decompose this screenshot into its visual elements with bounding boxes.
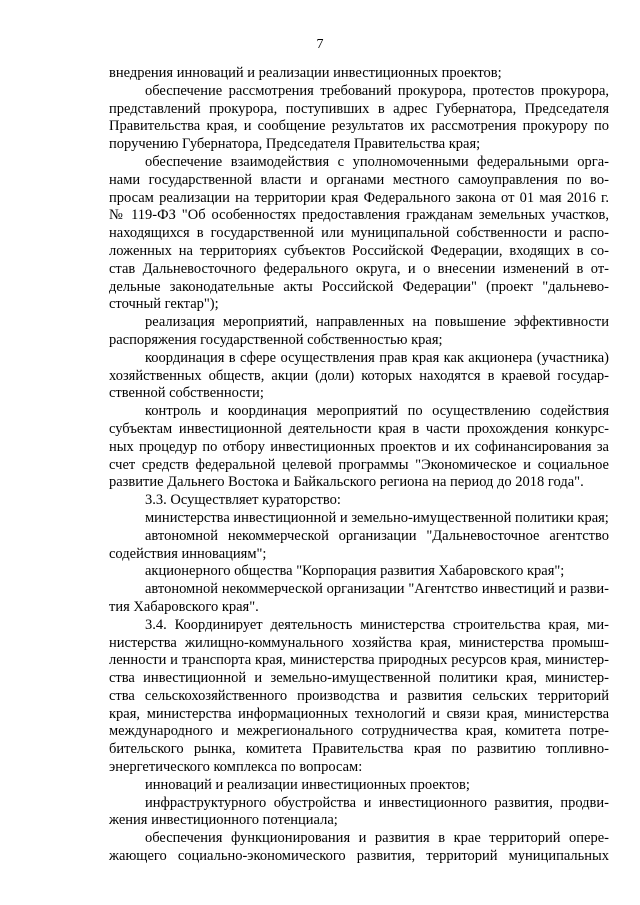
text-line: ложенных на территориях субъектов Российской Федерации, входящих в со- — [109, 242, 609, 259]
text-line: сточный гектар"); — [109, 296, 219, 313]
text-line: распоряжения государственной собственностью края; — [109, 331, 443, 348]
text-line: министерства инвестиционной и земельно-имущественной политики края; — [145, 509, 609, 526]
text-line: реализация мероприятий, направленных на повышение эффективности — [145, 314, 609, 331]
text-line: развитие Дальнего Востока и Байкальского региона на период до 2018 года". — [109, 474, 584, 491]
text-line: нистерства жилищно-коммунального хозяйства края, министерства промыш- — [109, 634, 609, 651]
text-line: бительского рынка, комитета Правительства края по развитию топливно- — [109, 741, 609, 758]
text-line: 3.3. Осуществляет кураторство: — [145, 492, 341, 509]
text-line: координация в сфере осуществления прав края как акционера (участника) — [145, 349, 609, 366]
text-line: просам реализации на территории края Федерального закона от 01 мая 2016 г. — [109, 189, 609, 206]
text-line: ства сельскохозяйственного производства и развития сельских территорий — [109, 687, 609, 704]
text-line: жающего социально-экономического развития, территорий муниципальных — [109, 848, 609, 865]
text-line: энергетического комплекса по вопросам: — [109, 759, 363, 776]
text-line: содействия инновациям"; — [109, 545, 267, 562]
text-line: Правительства края, и сообщение результатов их рассмотрения прокурору по — [109, 118, 609, 135]
text-line: акционерного общества "Корпорация развития Хабаровского края"; — [145, 563, 565, 580]
text-line: ных процедур по отбору инвестиционных проектов и их софинансирования за — [109, 438, 609, 455]
text-line: хозяйственных обществ, акции (доли) которых находятся в краевой государ- — [109, 367, 609, 384]
text-line: автономной некоммерческой организации "Агентство инвестиций и разви- — [145, 581, 609, 598]
document-body — [109, 65, 609, 866]
text-line: счет средств федеральной целевой программы "Экономическое и социальное — [109, 456, 609, 473]
text-line: обеспечения функционирования и развития в крае территорий опере- — [145, 830, 609, 847]
text-line: инфраструктурного обустройства и инвестиционного развития, продви- — [145, 794, 609, 811]
text-line: № 119-ФЗ "Об особенностях предоставления гражданам земельных участков, — [109, 207, 609, 224]
text-line: инноваций и реализации инвестиционных проектов; — [145, 776, 470, 793]
text-line: обеспечение взаимодействия с уполномоченными федеральными орга- — [145, 153, 609, 170]
text-line: ственной собственности; — [109, 385, 264, 402]
text-line: находящихся в государственной или муниципальной собственности и распо- — [109, 225, 609, 242]
text-line: став Дальневосточного федерального округа, и о внесении изменений в от- — [109, 260, 609, 277]
text-line: субъектам инвестиционной деятельности края в части прохождения конкурс- — [109, 420, 609, 437]
text-line: жения инвестиционного потенциала; — [109, 812, 338, 829]
text-line: представлений прокурора, поступивших в адрес Губернатора, Председателя — [109, 100, 609, 117]
text-line: поручению Губернатора, Председателя Правительства края; — [109, 136, 481, 153]
text-line: края, министерства информационных технологий и связи края, министерства — [109, 705, 609, 722]
text-line: ства инвестиционной и земельно-имущественной политики края, министер- — [109, 670, 609, 687]
text-line: 3.4. Координирует деятельность министерства строительства края, ми- — [145, 616, 609, 633]
text-line: обеспечение рассмотрения требований прокурора, протестов прокурора, — [145, 82, 609, 99]
text-line: ленности и транспорта края, министерства природных ресурсов края, министер- — [109, 652, 609, 669]
page-number: 7 — [316, 37, 324, 52]
text-line: дельные законодательные акты Российской Федерации" (проект "дальнево- — [109, 278, 609, 295]
text-line: внедрения инноваций и реализации инвестиционных проектов; — [109, 65, 502, 81]
text-line: автономной некоммерческой организации "Дальневосточное агентство — [145, 527, 609, 544]
text-line: нами государственной власти и органами местного самоуправления по во- — [109, 171, 609, 188]
text-line: тия Хабаровского края". — [109, 598, 259, 615]
text-line: контроль и координация мероприятий по осуществлению содействия — [145, 403, 609, 420]
text-line: международного и межрегионального сотрудничества края, комитета потре- — [109, 723, 609, 740]
